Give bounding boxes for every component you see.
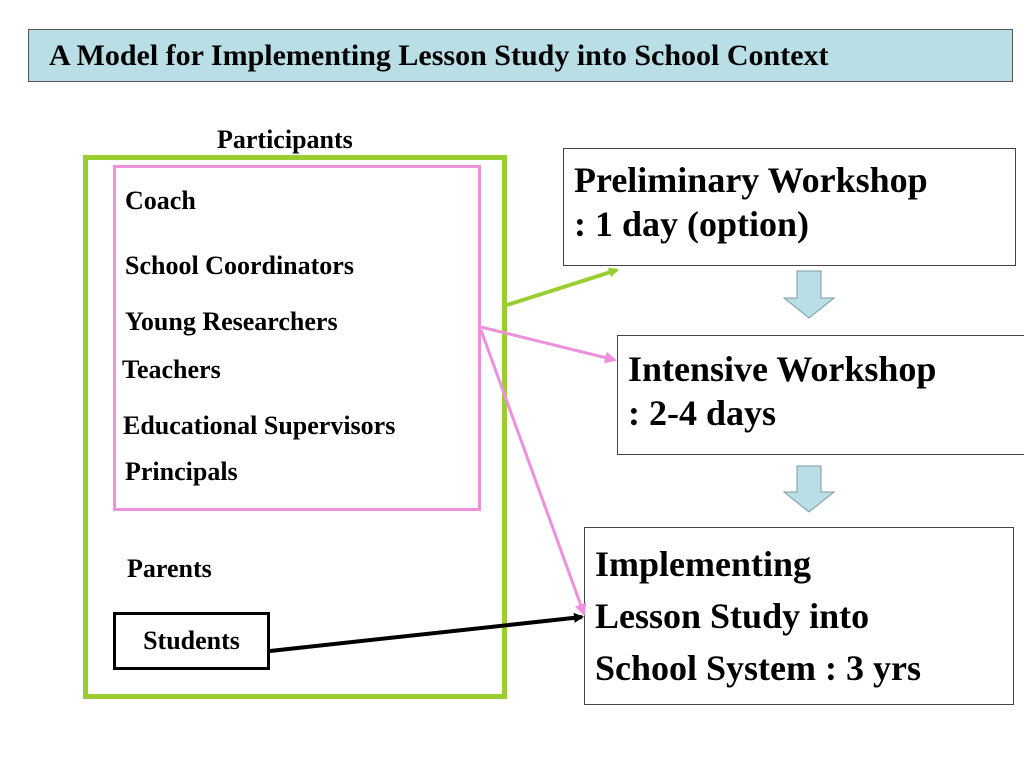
stage-3-line-2: Lesson Study into	[595, 596, 870, 637]
participant-parents: Parents	[127, 554, 212, 583]
stage-3-line-3: School System : 3 yrs	[595, 648, 921, 689]
participant-teachers: Teachers	[122, 355, 221, 384]
participant-young-researchers: Young Researchers	[125, 307, 338, 336]
stage-2-line-1: Intensive Workshop	[628, 349, 937, 389]
stage-1-line-1: Preliminary Workshop	[574, 160, 928, 200]
arrow-to-preliminary-workshop	[507, 270, 617, 305]
diagram-title	[28, 29, 1013, 82]
participants-label: Participants	[217, 125, 353, 154]
stage-2-line-2: : 2-4 days	[628, 392, 777, 433]
stage-implementing-lesson-study	[584, 527, 1014, 705]
participant-educational-supervisors: Educational Supervisors	[123, 411, 396, 440]
down-arrow-1	[784, 271, 834, 318]
stage-1-line-2: : 1 day (option)	[574, 203, 810, 244]
participant-coach: Coach	[125, 186, 196, 215]
stage-preliminary-workshop	[563, 148, 1016, 266]
participant-school-coordinators: School Coordinators	[125, 251, 354, 280]
diagram-title-text: A Model for Implementing Lesson Study into School Context	[49, 38, 829, 72]
stage-intensive-workshop	[617, 335, 1024, 455]
students-box	[113, 612, 270, 670]
participant-students: Students	[143, 626, 240, 655]
down-arrow-2	[784, 466, 834, 512]
participant-principals: Principals	[125, 457, 238, 486]
stage-3-line-1: Implementing	[595, 544, 811, 584]
